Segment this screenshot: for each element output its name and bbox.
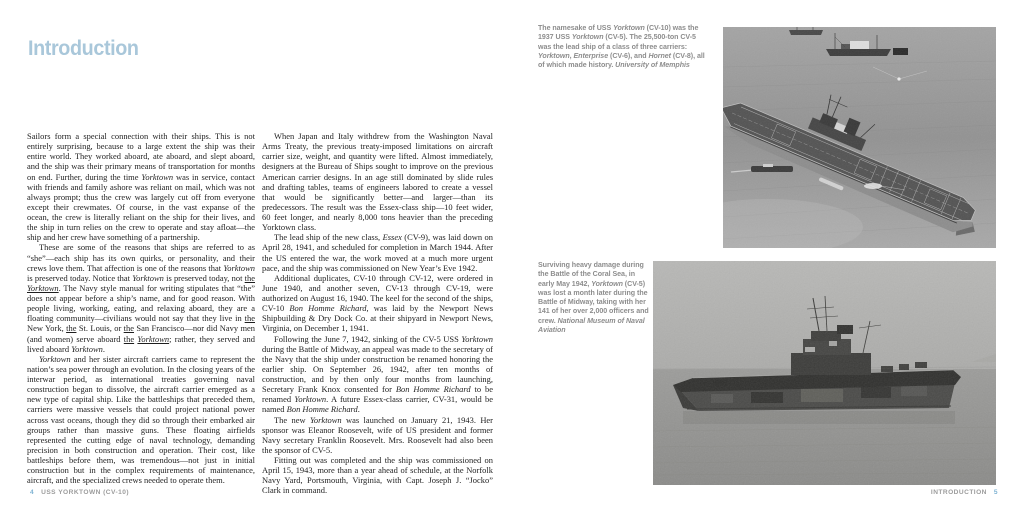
photo-uss-yorktown-cv5-damaged <box>653 261 996 485</box>
body-column-left <box>27 131 255 485</box>
body-paragraph: Sailors form a special connection with their ships. This is not entirely surprising, because to a large extent the ship was their entire world. They worked aboard, ate aboard, and slept aboard, and the ship was their primary means of transportation for months on end. Further, during the time Yorktown was in service, contact with friends and family ashore was reliant on mail, which was not always prompt; thus the crew was largely cut off from everyone except their crewmates. Of course, in the vast expanse of the ocean, the crew is literally reliant on the ship for their lives, and the ship in turn relies on the crew to operate and stay afloat—the ship and her crew have something of a partnership. <box>27 131 255 243</box>
photo-uss-yorktown-cv5-anchored <box>723 27 996 248</box>
footer-left <box>30 489 129 496</box>
footer-right <box>931 489 998 496</box>
film-grain <box>723 27 996 248</box>
chapter-title: Introduction <box>28 37 139 61</box>
film-grain <box>653 261 996 485</box>
caption-bottom-photo: Surviving heavy damage during the Battle of the Coral Sea, in early May 1942, Yorktown (CV-5) was lost a month later during the Battle of Midway, taking with her 141 of her over 2,000 officers and crew. National Museum of Naval Aviation <box>538 261 649 335</box>
page-number-right: 5 <box>993 489 998 496</box>
running-title-left: USS YORKTOWN (CV-10) <box>41 489 130 496</box>
photo-top-illustration <box>723 27 996 248</box>
caption-top-photo: The namesake of USS Yorktown (CV-10) was the 1937 USS Yorktown (CV-5). The 25,500-ton CV-5 was the lead ship of a class of three carriers: Yorktown, Enterprise (CV-6), and Hornet (CV-8), all of which made history. University of Memphis <box>538 24 705 70</box>
page-number-left: 4 <box>30 489 35 496</box>
body-paragraph: The lead ship of the new class, Essex (CV-9), was laid down on April 28, 1941, and scheduled for completion in March 1944. After the US entered the war, the work moved at a much more urgent pace, and the ship was commissioned on New Year’s Eve 1942. <box>262 232 493 273</box>
body-paragraph: Additional duplicates, CV-10 through CV-12, were ordered in June 1940, and another seven, CV-13 through CV-19, were authorized on August 16, 1940. The keel for the second of the ships, CV-10 Bon Homme Richard, was laid by the Newport News Shipbuilding & Dry Dock Co. at their shipyard in Newport News, Virginia, on December 1, 1941. <box>262 272 493 334</box>
running-title-right: INTRODUCTION <box>930 489 987 496</box>
body-paragraph: The new Yorktown was launched on January 21, 1943. Her sponsor was Eleanor Roosevelt, wife of US president and former Navy secretary Franklin Roosevelt. Mrs. Roosevelt had also been the sponsor of CV-5. <box>262 414 493 455</box>
body-paragraph: Yorktown and her sister aircraft carriers came to represent the nation’s sea power through an evolution. In the closing years of the interwar period, as international treaties governing naval construction began to dissolve, the aircraft carrier emerged as a new type of capital ship. Like the battleships that preceded them, carriers were massive vessels that could project national power across vast oceans, though they did so through their embarked air groups rather than massive guns. These floating airfields represented the cutting edge of naval technology, demanding precision in both construction and operation. Their cost, like battleships before them, was tremendous—not just in initial construction but in the complex requirements of maintenance, aircraft, and the specialized crews needed to operate them. <box>27 353 255 486</box>
photo-bottom-illustration <box>653 261 996 485</box>
body-column-right <box>262 131 493 496</box>
body-paragraph: These are some of the reasons that ships are referred to as “she”—each ship has its own quirks, or personality, and their crews love them. That affection is one of the reasons that Yorktown is preserved today. Notice that Yorktown is preserved today, not the Yorktown. The Navy style manual for writing stipulates that “the” does not appear before a ship’s name, and for good reason. With people living, working, eating, and relaxing aboard, they are a floating community—civilians would not say that they live in the New York, the St. Louis, or the San Francisco—nor did Navy men (and women) serve aboard the Yorktown; rather, they served and lived aboard Yorktown. <box>27 242 255 354</box>
body-paragraph: Following the June 7, 1942, sinking of the CV-5 USS Yorktown during the Battle of Midway, an appeal was made to the secretary of the Navy that the ship under construction be renamed honoring the earlier ship. On September 26, 1942, after ten months of construction, and by then only four months from launching, Secretary Frank Knox consented for Bon Homme Richard to be renamed Yorktown. A future Essex-class carrier, CV-31, would be named Bon Homme Richard. <box>262 333 494 415</box>
body-paragraph: When Japan and Italy withdrew from the Washington Naval Arms Treaty, the previous treaty-imposed limitations on aircraft carrier size, weight, and quantity were lifted. Almost immediately, designers at the Bureau of Ships sought to improve on the previous American carrier designs. In an age still dominated by slide rules and drafting tables, teams of engineers labored to create a vessel that would be significantly better—and larger—than its predecessors. The result was the Essex-class ship—10 feet wider, 60 feet longer, and nearly 8,000 tons heavier than the preceding Yorktown class. <box>262 131 493 233</box>
body-paragraph: Fitting out was completed and the ship was commissioned on April 15, 1943, more than a year ahead of schedule, at the Norfolk Navy Yard, Portsmouth, Virginia, with Capt. Joseph J. “Jocko” Clark in command. <box>262 455 493 496</box>
